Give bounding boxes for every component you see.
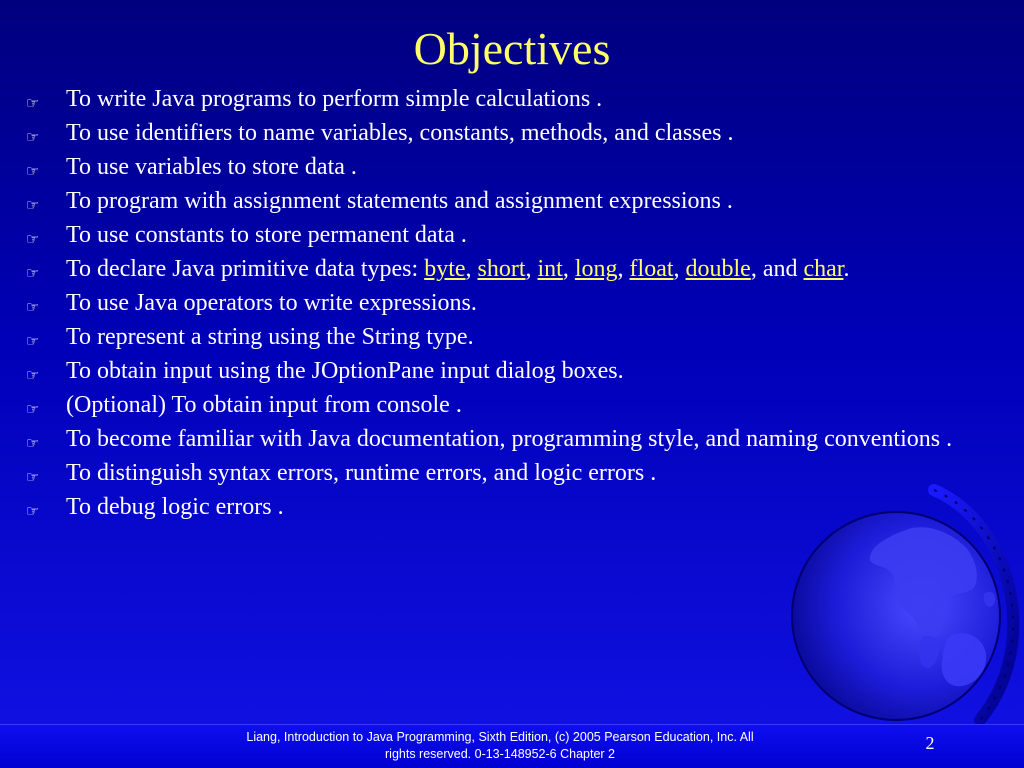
objective-item: [26, 460, 986, 487]
type-separator: ,: [673, 256, 686, 282]
objective-item: [26, 154, 986, 181]
objective-item: [26, 188, 986, 215]
objective-text: To use Java operators to write expressions.: [66, 290, 477, 316]
footer-bar: [0, 724, 1024, 768]
link-long[interactable]: long: [574, 256, 618, 282]
pointing-hand-icon: ☞: [26, 94, 40, 112]
objective-item-primitive-types: [26, 256, 986, 283]
citation-line: Liang, Introduction to Java Programming, Sixth Edition, (c) 2005 Pearson Education, Inc. All: [246, 730, 754, 744]
pointing-hand-icon: ☞: [26, 128, 40, 146]
sentence-end: .: [843, 256, 850, 282]
type-separator: ,: [525, 256, 538, 282]
pointing-hand-icon: ☞: [26, 230, 40, 248]
link-int[interactable]: int: [537, 256, 563, 282]
link-float[interactable]: float: [629, 256, 674, 282]
pointing-hand-icon: ☞: [26, 434, 40, 452]
objective-text: To obtain input using the JOptionPane input dialog boxes.: [66, 358, 624, 384]
pointing-hand-icon: ☞: [26, 366, 40, 384]
link-byte[interactable]: byte: [424, 256, 466, 282]
link-char[interactable]: char: [803, 256, 844, 282]
objective-item: [26, 358, 986, 385]
type-separator: ,: [562, 256, 575, 282]
objective-text: To write Java programs to perform simple calculations .: [66, 86, 603, 112]
objective-text: To declare Java primitive data types:: [66, 256, 425, 282]
objective-item: [26, 324, 986, 351]
pointing-hand-icon: ☞: [26, 298, 40, 316]
pointing-hand-icon: ☞: [26, 468, 40, 486]
link-double[interactable]: double: [685, 256, 751, 282]
page-number: 2: [925, 733, 935, 753]
pointing-hand-icon: ☞: [26, 196, 40, 214]
and-separator: , and: [750, 256, 804, 282]
type-separator: ,: [617, 256, 630, 282]
objective-text: To use constants to store permanent data .: [66, 222, 467, 248]
objective-item: [26, 120, 986, 147]
objective-item: [26, 290, 986, 317]
footer-citation: [205, 729, 795, 763]
globe-icon: [784, 484, 1024, 724]
objective-text: To become familiar with Java documentation, programming style, and naming conventions .: [66, 426, 953, 452]
objective-item: [26, 392, 986, 419]
objectives-list: [26, 86, 986, 528]
objective-item: [26, 86, 986, 113]
objective-text: To program with assignment statements and assignment expressions .: [66, 188, 733, 214]
citation-line: rights reserved. 0-13-148952-6 Chapter 2: [385, 747, 615, 761]
objective-text: To represent a string using the String type.: [66, 324, 474, 350]
objective-item: [26, 222, 986, 249]
objective-text: To use variables to store data .: [66, 154, 357, 180]
link-short[interactable]: short: [477, 256, 526, 282]
objective-item: [26, 426, 986, 453]
objective-text: To distinguish syntax errors, runtime errors, and logic errors .: [66, 460, 657, 486]
objective-text: To debug logic errors .: [66, 494, 284, 520]
pointing-hand-icon: ☞: [26, 264, 40, 282]
pointing-hand-icon: ☞: [26, 502, 40, 520]
type-separator: ,: [465, 256, 478, 282]
objective-text: To use identifiers to name variables, constants, methods, and classes .: [66, 120, 734, 146]
slide-title: Objectives: [413, 23, 611, 74]
pointing-hand-icon: ☞: [26, 400, 40, 418]
objective-text: (Optional) To obtain input from console .: [66, 392, 462, 418]
pointing-hand-icon: ☞: [26, 332, 40, 350]
pointing-hand-icon: ☞: [26, 162, 40, 180]
